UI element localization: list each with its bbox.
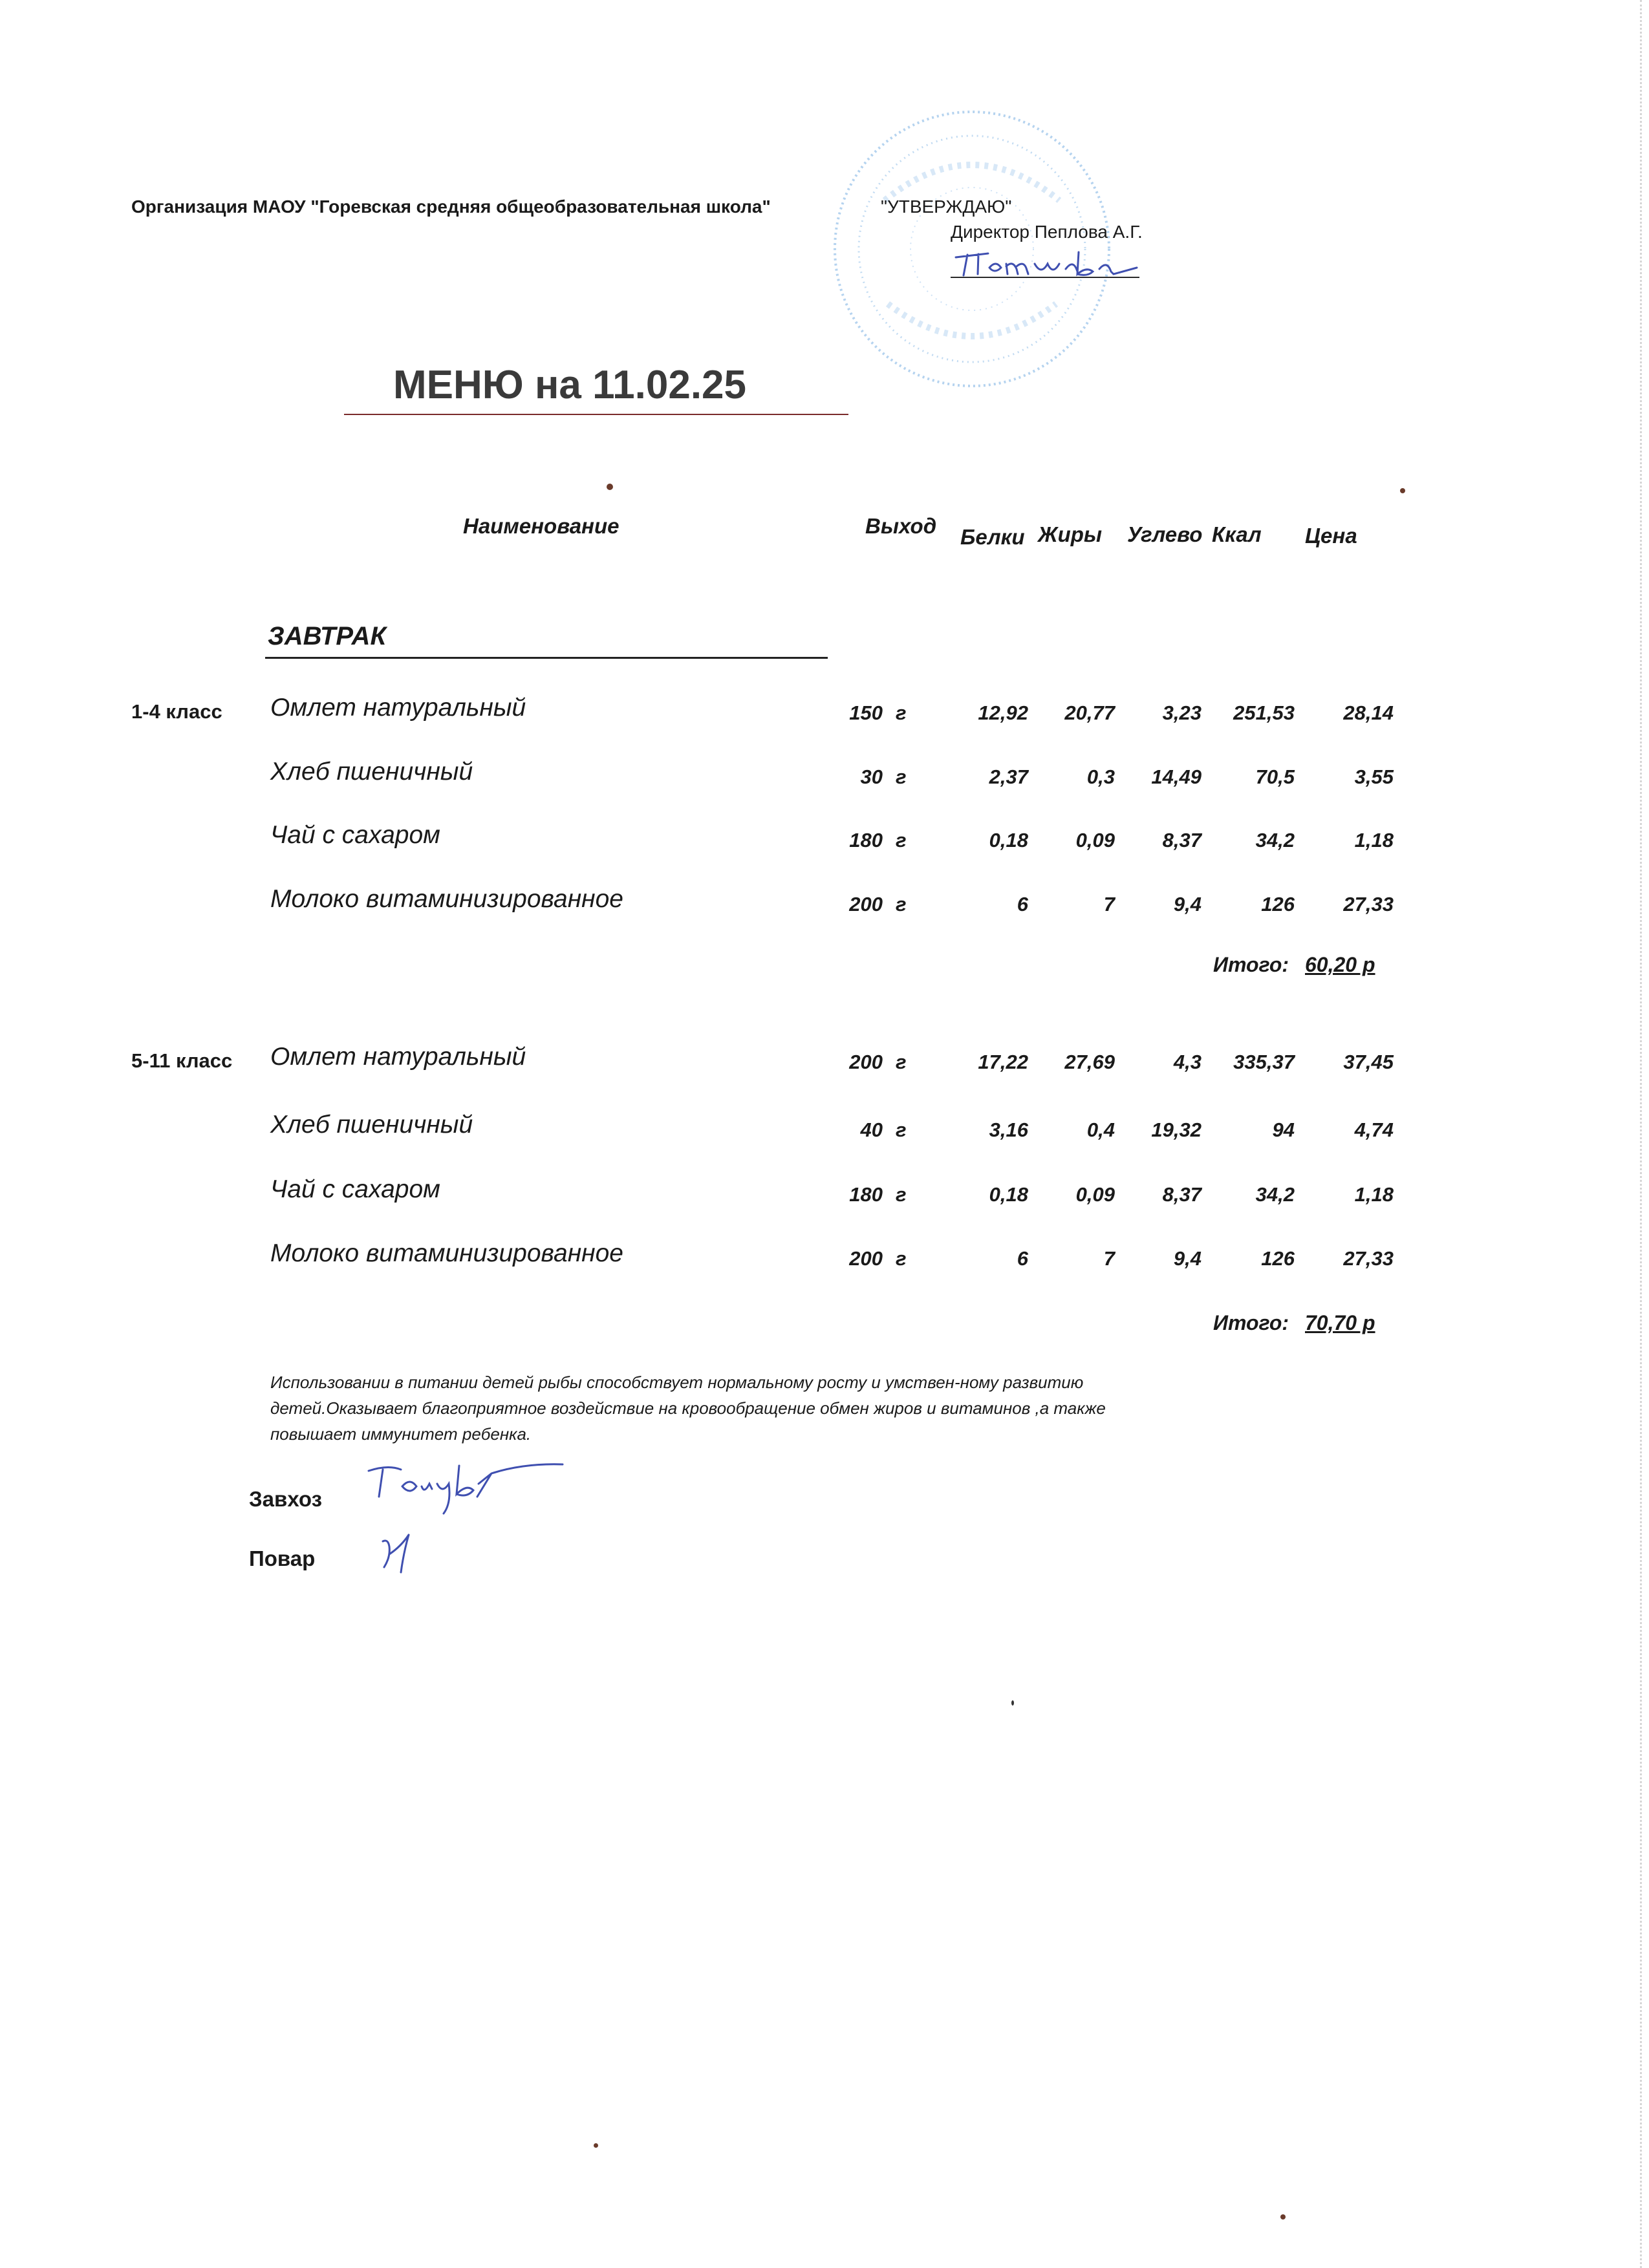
kcal-value: 34,2 [1255,829,1295,851]
column-fat: Жиры [1038,522,1103,546]
yield-value: 30 [860,765,883,788]
total-label: Итого: [1213,1311,1289,1334]
director-name: Директор Пеплова А.Г. [951,222,1143,242]
price-value: 37,45 [1343,1051,1394,1073]
total-label: Итого: [1213,953,1289,976]
column-name: Наименование [463,514,620,538]
kcal-value: 70,5 [1255,765,1295,788]
dish-name: Хлеб пшеничный [270,758,473,786]
kcal-value: 34,2 [1255,1183,1295,1206]
section-underline [265,657,828,659]
column-carbs: Углево [1127,522,1203,546]
class-label: 5-11 класс [131,1049,233,1072]
yield-value: 200 [849,1051,883,1073]
director-signature-line [951,277,1139,278]
storekeeper-label: Завхоз [249,1487,322,1511]
yield-value: 180 [849,1183,883,1206]
scan-speck [1011,1700,1014,1706]
nutrition-note: Использовании в питании детей рыбы способствует нормальному росту и умствен-ному развитию детей.Оказывает благоприятное воздействие на кровообращение обмен жиров и витаминов ,а также повышает иммунитет ребенка. [270,1373,1106,1444]
yield-unit: г [896,701,907,724]
price-value: 1,18 [1354,1183,1394,1206]
yield-value: 40 [860,1118,883,1141]
price-value: 1,18 [1354,829,1394,851]
cook-label: Повар [249,1546,316,1570]
kcal-value: 126 [1261,893,1295,915]
yield-value: 200 [849,1247,883,1270]
price-value: 27,33 [1343,1247,1394,1270]
column-protein: Белки [960,525,1025,549]
protein-value: 12,92 [978,701,1028,724]
kcal-value: 94 [1272,1118,1295,1141]
protein-value: 2,37 [989,765,1028,788]
yield-value: 200 [849,893,883,915]
carbs-value: 14,49 [1151,765,1202,788]
carbs-value: 4,3 [1173,1051,1202,1073]
carbs-value: 8,37 [1162,1183,1202,1206]
approve-caption: "УТВЕРЖДАЮ" [881,197,1012,217]
price-value: 28,14 [1343,701,1394,724]
class-label: 1-4 класс [131,700,222,723]
fat-value: 0,3 [1086,765,1115,788]
protein-value: 17,22 [978,1051,1028,1073]
yield-unit: г [896,765,907,788]
dish-name: Молоко витаминизированное [270,1239,623,1267]
yield-unit: г [896,1247,907,1270]
section-title: ЗАВТРАК [268,622,387,650]
fat-value: 7 [1103,1247,1115,1270]
title-underline [344,414,848,415]
carbs-value: 9,4 [1173,893,1202,915]
yield-unit: г [896,1051,907,1073]
protein-value: 3,16 [989,1118,1028,1141]
carbs-value: 9,4 [1173,1247,1202,1270]
storekeeper-signature [362,1458,569,1516]
page-title: МЕНЮ на 11.02.25 [393,363,747,407]
yield-value: 150 [849,701,883,724]
dish-name: Чай с сахаром [270,1175,440,1203]
total-value: 60,20 р [1305,953,1375,976]
price-value: 27,33 [1343,893,1394,915]
fat-value: 0,4 [1086,1118,1115,1141]
price-value: 4,74 [1354,1118,1394,1141]
column-kcal: Ккал [1212,522,1262,546]
carbs-value: 19,32 [1151,1118,1202,1141]
yield-value: 180 [849,829,883,851]
kcal-value: 126 [1261,1247,1295,1270]
fat-value: 20,77 [1064,701,1115,724]
scan-speck [1400,488,1405,493]
yield-unit: г [896,893,907,915]
protein-value: 6 [1017,893,1028,915]
yield-unit: г [896,1183,907,1206]
kcal-value: 335,37 [1233,1051,1295,1073]
carbs-value: 8,37 [1162,829,1202,851]
dish-name: Омлет натуральный [270,694,526,722]
scan-speck [607,484,613,490]
fat-value: 7 [1103,893,1115,915]
total-value: 70,70 р [1305,1311,1375,1334]
organization-name: Организация МАОУ "Горевская средняя общеобразовательная школа" [131,197,771,217]
scan-speck [594,2143,598,2148]
carbs-value: 3,23 [1162,701,1202,724]
column-price: Цена [1305,524,1357,548]
scan-edge [1640,0,1644,2268]
dish-name: Молоко витаминизированное [270,885,623,913]
cook-signature [375,1527,427,1579]
yield-unit: г [896,829,907,851]
dish-name: Омлет натуральный [270,1043,526,1071]
yield-unit: г [896,1118,907,1141]
fat-value: 0,09 [1075,1183,1115,1206]
protein-value: 6 [1017,1247,1028,1270]
fat-value: 0,09 [1075,829,1115,851]
price-value: 3,55 [1354,765,1394,788]
protein-value: 0,18 [989,1183,1028,1206]
dish-name: Чай с сахаром [270,821,440,849]
kcal-value: 251,53 [1233,701,1295,724]
protein-value: 0,18 [989,829,1028,851]
dish-name: Хлеб пшеничный [270,1111,473,1139]
fat-value: 27,69 [1064,1051,1115,1073]
column-yield: Выход [865,514,937,538]
scan-speck [1280,2214,1286,2220]
